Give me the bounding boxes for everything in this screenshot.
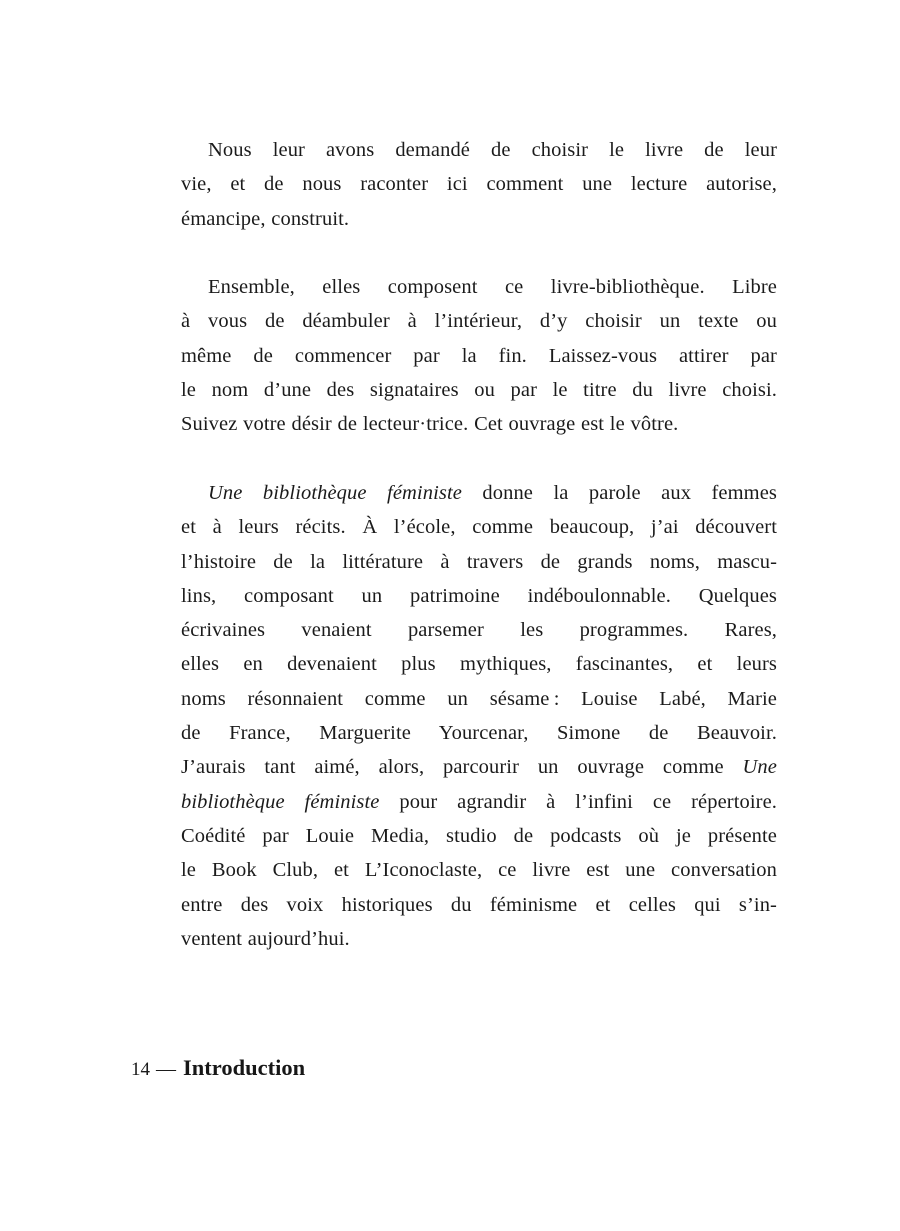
paragraph — [181, 476, 777, 956]
section-title: Introduction — [183, 1055, 306, 1080]
text-line — [181, 133, 777, 167]
text-segment: émancipe, construit. — [181, 207, 350, 230]
text-line — [181, 304, 777, 338]
text-line — [181, 888, 777, 922]
page-number: 14 — [131, 1059, 150, 1080]
text-line — [181, 579, 777, 613]
body-text-block — [181, 133, 777, 956]
text-segment: J’aurais tant aimé, alors, parcourir un ouvrage comme — [181, 756, 743, 779]
text-segment: Coédité par Louie Media, studio de podcasts où je présente — [181, 824, 777, 847]
text-segment: lins, composant un patrimoine indéboulonnable. Quelques — [181, 584, 777, 607]
text-segment: entre des voix historiques du féminisme et celles qui s’in- — [181, 893, 777, 916]
text-segment: noms résonnaient comme un sésame : Louise Labé, Marie — [181, 687, 777, 710]
text-line — [181, 202, 777, 236]
text-segment: même de commencer par la fin. Laissez-vous attirer par — [181, 344, 777, 367]
text-line — [181, 613, 777, 647]
text-line — [181, 750, 777, 784]
text-line — [181, 373, 777, 407]
text-segment: le Book Club, et L’Iconoclaste, ce livre est une conversation — [181, 859, 777, 882]
text-line — [181, 785, 777, 819]
text-line — [181, 339, 777, 373]
text-line — [181, 476, 777, 510]
text-segment: elles en devenaient plus mythiques, fascinantes, et leurs — [181, 653, 777, 676]
text-line — [181, 922, 777, 956]
text-segment: vie, et de nous raconter ici comment une lecture autorise, — [181, 173, 777, 196]
text-line — [181, 819, 777, 853]
text-line — [181, 167, 777, 201]
paragraph — [181, 133, 777, 236]
page-footer — [131, 1051, 305, 1087]
text-segment: donne la parole aux femmes — [461, 481, 777, 504]
text-segment: écrivaines venaient parsemer les programmes. Rares, — [181, 619, 777, 642]
text-segment: l’histoire de la littérature à travers de grands noms, mascu- — [181, 550, 777, 573]
text-line — [181, 545, 777, 579]
text-segment: de France, Marguerite Yourcenar, Simone de Beauvoir. — [181, 722, 777, 745]
text-line — [181, 270, 777, 304]
text-segment: Nous leur avons demandé de choisir le livre de leur — [208, 139, 777, 161]
italic-text: bibliothèque féministe — [181, 790, 380, 813]
text-segment: le nom d’une des signataires ou par le titre du livre choisi. — [181, 379, 777, 402]
text-segment: et à leurs récits. À l’école, comme beaucoup, j’ai découvert — [181, 516, 777, 539]
text-line — [181, 407, 777, 441]
italic-text: Une — [742, 756, 777, 779]
text-line — [181, 853, 777, 887]
text-segment: Ensemble, elles composent ce livre-bibliothèque. Libre — [208, 276, 777, 299]
text-segment: pour agrandir à l’infini ce répertoire. — [379, 790, 777, 813]
text-segment: à vous de déambuler à l’intérieur, d’y choisir un texte ou — [181, 310, 777, 333]
text-segment: ventent aujourd’hui. — [181, 927, 350, 950]
text-line — [181, 647, 777, 681]
text-line — [181, 682, 777, 716]
text-line — [181, 716, 777, 750]
text-segment: Suivez votre désir de lecteur·trice. Cet ouvrage est le vôtre. — [181, 413, 679, 436]
paragraph — [181, 270, 777, 441]
italic-text: Une bibliothèque féministe — [208, 481, 462, 504]
text-line — [181, 510, 777, 544]
footer-dash: — — [156, 1058, 176, 1080]
